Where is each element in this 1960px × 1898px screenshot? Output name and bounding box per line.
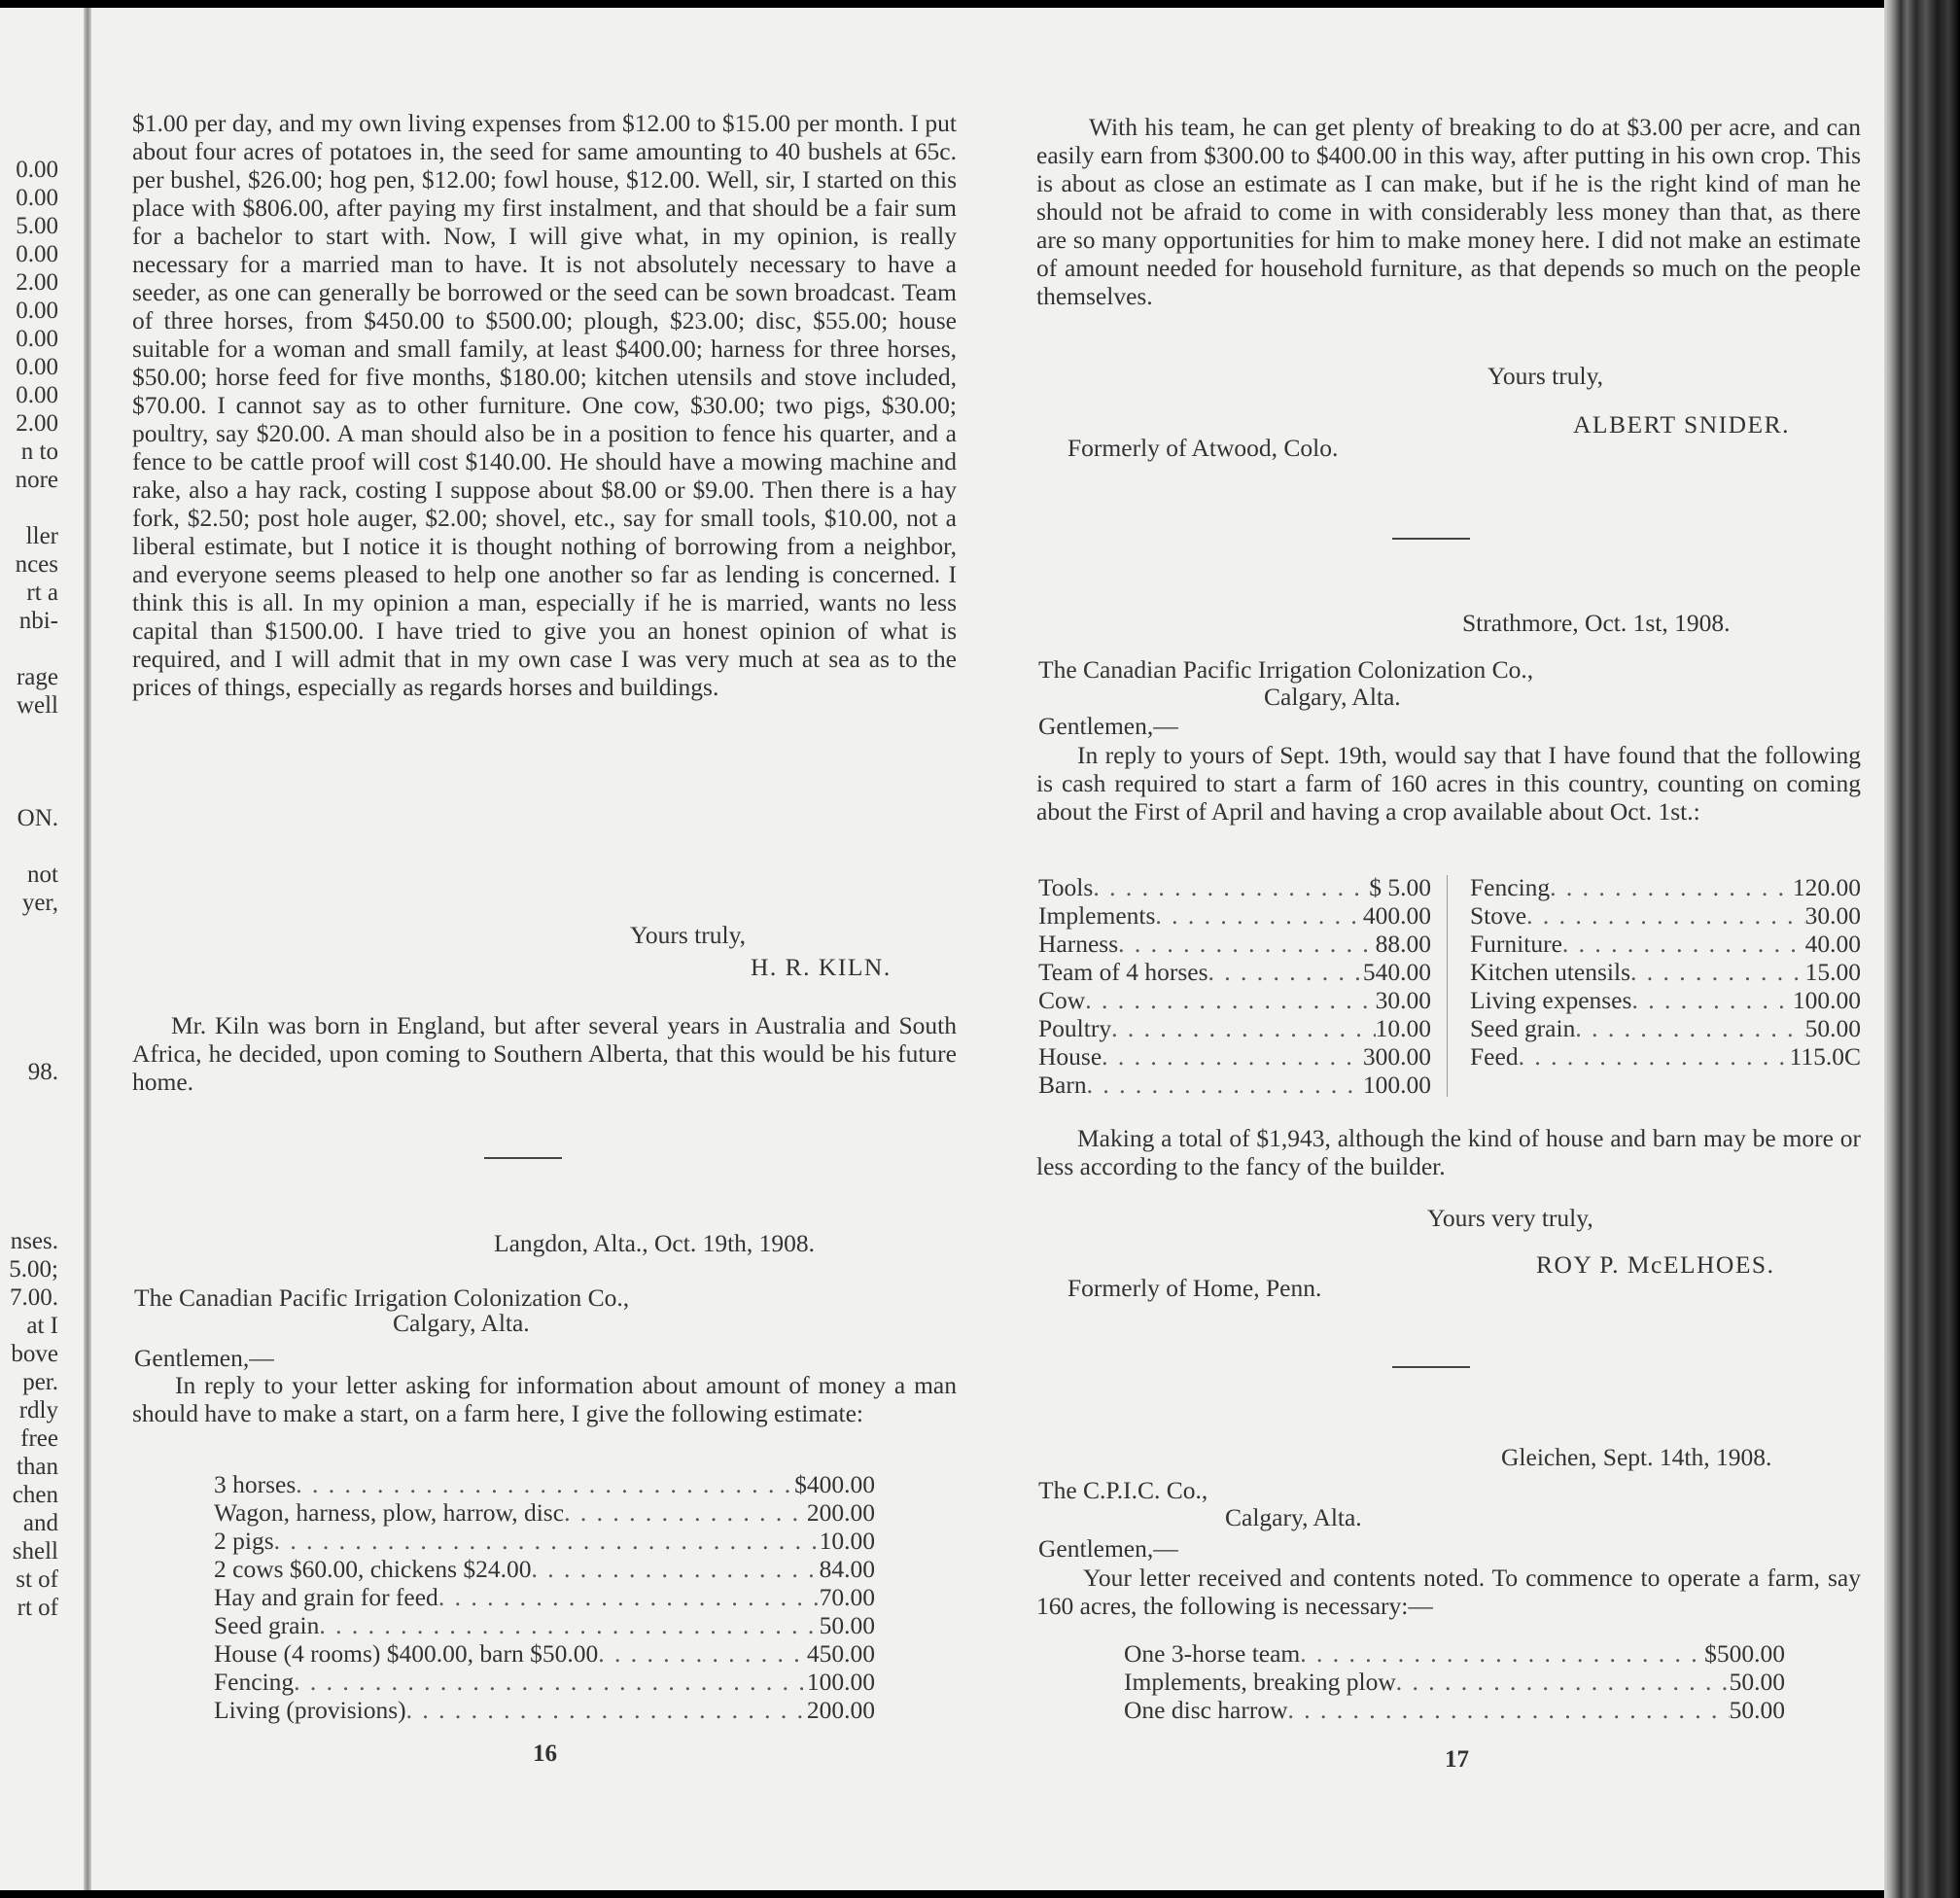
fragment-line [0,1114,58,1142]
gleichen-salutation: Gentlemen,— [1038,1534,1178,1563]
leader-dots [1300,1639,1704,1668]
fragment-line: bove [11,1341,58,1367]
fragment-line: not [27,861,58,888]
gleichen-addressee: The C.P.I.C. Co., [1038,1476,1208,1504]
item-amount: 115.0C [1789,1042,1861,1071]
item-label: Living expenses [1470,986,1632,1014]
snider-formerly: Formerly of Atwood, Colo. [1068,434,1339,462]
fragment-line: yer, [21,890,58,916]
item-label: Implements [1038,901,1156,930]
item-label: Cow [1038,986,1086,1014]
langdon-dateline: Langdon, Alta., Oct. 19th, 1908. [494,1229,816,1257]
item-label: 3 horses [214,1470,297,1498]
fragment-line: and [22,1510,58,1536]
leader-dots [319,1611,819,1639]
estimate-row [214,1583,875,1611]
item-amount: 50.00 [1804,1014,1861,1042]
leader-dots [274,1527,820,1555]
leader-dots [598,1639,807,1668]
fragment-line [0,494,58,522]
fragment-line: 98. [27,1059,58,1085]
estimate-row [214,1470,875,1498]
estimate-row [214,1668,875,1696]
leader-dots [1526,901,1805,930]
leader-dots [1155,901,1362,930]
item-label: Team of 4 horses [1038,958,1208,986]
kiln-signature: H. R. KILN. [751,953,892,981]
leader-dots [1631,986,1792,1014]
gleichen-body: Your letter received and contents noted. To commence to operate a farm, say 160 acres, the following is necessary:— [1036,1564,1861,1620]
item-amount: 540.00 [1362,958,1431,986]
table-divider [1447,875,1448,1097]
leader-dots [1519,1042,1790,1071]
estimate-row [1470,930,1861,958]
estimate-row [214,1498,875,1527]
estimate-row [1038,873,1431,901]
fragment-line: ller [25,523,58,549]
snider-signature: ALBERT SNIDER. [1573,410,1791,439]
item-amount: 10.00 [819,1527,875,1555]
estimate-row [1038,901,1431,930]
item-amount: 100.00 [1362,1071,1431,1099]
estimate-row [214,1696,875,1724]
item-amount: 70.00 [819,1583,875,1611]
item-label: 2 pigs [214,1527,274,1555]
leader-dots [1208,958,1363,986]
leader-dots [296,1470,794,1498]
item-amount: 120.00 [1792,873,1861,901]
fragment-line: 0.00 [16,241,58,267]
langdon-addressee: The Canadian Pacific Irrigation Colonization Co., [134,1283,630,1312]
item-label: Furniture [1470,930,1562,958]
fragment-line: 0.00 [16,326,58,352]
fragment-line: 0.00 [16,382,58,408]
book-spine [1884,0,1960,1898]
item-label: 2 cows $60.00, chickens $24.00 [214,1555,532,1583]
item-amount: 50.00 [1729,1696,1785,1724]
fragment-line: nore [15,467,58,493]
item-amount: 50.00 [819,1611,875,1639]
strathmore-formerly: Formerly of Home, Penn. [1068,1274,1322,1302]
item-amount: 200.00 [806,1498,875,1527]
strathmore-table-right [1470,873,1861,1071]
leader-dots [294,1668,807,1696]
fragment-line [0,832,58,861]
strathmore-total: Making a total of $1,943, although the kind of house and barn may be more or less according to the fancy of the builder. [1036,1124,1861,1180]
fragment-line [0,1002,58,1030]
leader-dots [1288,1696,1730,1724]
fragment-line: rdly [18,1397,58,1424]
strathmore-table-left [1038,873,1431,1099]
separator-rule [1392,538,1470,540]
fragment-line: ON. [17,805,58,831]
strathmore-signature: ROY P. McELHOES. [1536,1250,1775,1279]
item-label: Fencing [214,1668,295,1696]
fragment-line: 2.00 [16,410,58,437]
fragment-line: 0.00 [16,185,58,211]
leader-dots [564,1498,807,1527]
item-label: Seed grain [214,1611,320,1639]
fragment-line [0,776,58,804]
item-amount: 88.00 [1375,930,1431,958]
item-amount: 40.00 [1804,930,1861,958]
fragment-line: st of [16,1566,58,1593]
estimate-row [214,1639,875,1668]
estimate-row [214,1555,875,1583]
separator-rule [484,1157,562,1159]
estimate-row [1038,1042,1431,1071]
estimate-row [1124,1696,1785,1724]
item-label: Kitchen utensils [1470,958,1631,986]
previous-page-fragment [0,156,58,1622]
item-amount: 450.00 [806,1639,875,1668]
item-amount: 100.00 [1792,986,1861,1014]
estimate-row [1038,958,1431,986]
kiln-closing: Yours truly, [630,921,747,949]
strathmore-addressee: The Canadian Pacific Irrigation Colonization Co., [1038,655,1534,684]
leader-dots [1118,930,1375,958]
leader-dots [1111,1014,1376,1042]
langdon-body: In reply to your letter asking for information about amount of money a man should have to make a start, on a farm here, I give the following estimate: [132,1371,957,1427]
strathmore-body: In reply to yours of Sept. 19th, would say that I have found that the following is cash required to start a farm of 160 acres in this country, counting on coming about the First of April and having a crop available about Oct. 1st.: [1036,741,1861,826]
item-amount: 200.00 [806,1696,875,1724]
kiln-letter-body: $1.00 per day, and my own living expenses from $12.00 to $15.00 per month. I put about four acres of potatoes in, the seed for same amounting to 40 bushels at 65c. per bushel, $26.00; hog pen, $12.00; fowl house, $12.00. Well, sir, I started on this place with $806.00, after paying my first instalment, and that should be a fair sum for a bachelor to start with. Now, I will give what, in my opinion, is really necessary for a married man to have. It is not absolutely necessary to have a seeder, as one can generally be borrowed or the seed can be sown broadcast. Team of three horses, from $450.00 to $500.00; plough, $23.00; disc, $55.00; house suitable for a woman and small family, at least $400.00; harness for three horses, $50.00; horse feed for five months, $180.00; kitchen utensils and stove included, $70.00. I cannot say as to other furniture. One cow, $30.00; two pigs, $30.00; poultry, say $20.00. A man should also be in a position to fence his quarter, and a fence to be cattle proof will cost $140.00. He should have a mowing machine and rake, also a hay rack, costing I suppose about $8.00 or $9.00. Then there is a hay fork, $2.50; post hole auger, $2.00; shovel, etc., say for small tools, $10.00, not a liberal estimate, but I notice it is thought nothing of borrowing from a neighbor, and everyone seems pleased to help one another so far as lending is concerned. I think this is all. In my opinion a man, especially if he is married, wants no less capital than $1500.00. I have tried to give you an honest opinion of what is required, and I will admit that in my own case I was very much at sea as to the prices of things, especially as regards horses and buildings. [132,109,957,701]
fragment-line: chen [12,1482,58,1508]
item-label: Fencing [1470,873,1551,901]
item-amount: 30.00 [1375,986,1431,1014]
estimate-row [1470,986,1861,1014]
fragment-line [0,1142,58,1171]
page-number-16: 16 [533,1740,557,1767]
leader-dots [1087,1071,1363,1099]
item-label: Harness [1038,930,1119,958]
estimate-row [1038,1071,1431,1099]
gleichen-dateline: Gleichen, Sept. 14th, 1908. [1501,1443,1772,1471]
fragment-line [0,1030,58,1058]
fragment-line: rt of [17,1595,58,1621]
snider-letter-body: With his team, he can get plenty of breaking to do at $3.00 per acre, and can easily earn from $300.00 to $400.00 in this way, after putting in his own crop. This is about as close an estimate as I can make, but if he is the right kind of man he should not be afraid to come in with considerably less money than that, as there are so many opportunities for him to make money here. I did not make an estimate of amount needed for household furniture, as that depends so much on the people themselves. [1036,113,1861,310]
langdon-salutation: Gentlemen,— [134,1344,274,1372]
estimate-row [214,1611,875,1639]
fragment-line [0,1199,58,1227]
fragment-line [0,748,58,776]
leader-dots [406,1696,807,1724]
leader-dots [1575,1014,1804,1042]
fragment-line [0,1086,58,1114]
langdon-city: Calgary, Alta. [393,1309,530,1337]
strathmore-salutation: Gentlemen,— [1038,712,1178,740]
fragment-line: 7.00. [10,1284,58,1311]
item-amount: 10.00 [1375,1014,1431,1042]
separator-rule [1392,1366,1470,1368]
item-amount: $ 5.00 [1369,873,1431,901]
fragment-line: rt a [26,580,58,606]
fragment-line: nbi- [18,608,58,634]
item-label: Seed grain [1470,1014,1576,1042]
fragment-line: per. [22,1369,58,1395]
snider-closing: Yours truly, [1488,362,1604,390]
page-number-17: 17 [1445,1746,1469,1773]
strathmore-dateline: Strathmore, Oct. 1st, 1908. [1462,609,1731,637]
fragment-line: 5.00; [9,1256,58,1283]
item-label: Poultry [1038,1014,1112,1042]
leader-dots [1550,873,1793,901]
fragment-line: nces [15,551,58,578]
fragment-line [0,973,58,1002]
gleichen-table [1124,1639,1785,1724]
fragment-line: at I [26,1313,58,1339]
fragment-line: 0.00 [16,298,58,324]
gleichen-city: Calgary, Alta. [1225,1503,1362,1531]
estimate-row [1038,986,1431,1014]
estimate-row [1124,1639,1785,1668]
item-label: One disc harrow [1124,1696,1288,1724]
leader-dots [438,1583,820,1611]
item-label: Hay and grain for feed [214,1583,438,1611]
item-amount: 100.00 [806,1668,875,1696]
item-label: Implements, breaking plow [1124,1668,1396,1696]
leader-dots [1085,986,1375,1014]
item-label: One 3-horse team [1124,1639,1301,1668]
item-amount: 15.00 [1804,958,1861,986]
fragment-line: 5.00 [16,213,58,239]
estimate-row [1038,930,1431,958]
estimate-row [1470,1014,1861,1042]
item-label: House [1038,1042,1102,1071]
langdon-estimate-table [214,1470,875,1724]
item-label: Wagon, harness, plow, harrow, disc [214,1498,565,1527]
leader-dots [1093,873,1369,901]
fragment-line: free [20,1425,58,1452]
estimate-row [1470,958,1861,986]
item-amount: 50.00 [1729,1668,1785,1696]
fragment-line: n to [20,439,58,465]
item-label: Tools [1038,873,1094,901]
leader-dots [1396,1668,1730,1696]
fragment-line: rage [16,664,58,690]
estimate-row [1470,901,1861,930]
leader-dots [1630,958,1805,986]
fragment-line [0,1171,58,1199]
strathmore-city: Calgary, Alta. [1264,683,1401,711]
item-amount: 84.00 [819,1555,875,1583]
item-label: Living (provisions) [214,1696,406,1724]
leader-dots [1562,930,1805,958]
item-amount: 30.00 [1804,901,1861,930]
estimate-row [1470,873,1861,901]
fragment-line: 0.00 [16,354,58,380]
leader-dots [1102,1042,1363,1071]
fragment-line: well [16,692,58,719]
item-label: House (4 rooms) $400.00, barn $50.00 [214,1639,599,1668]
estimate-row [214,1527,875,1555]
estimate-row [1124,1668,1785,1696]
fragment-line: 0.00 [16,157,58,183]
fragment-line: shell [12,1538,58,1564]
fragment-line [0,917,58,945]
item-label: Feed [1470,1042,1519,1071]
item-amount: $400.00 [794,1470,875,1498]
fragment-line: 2.00 [16,269,58,296]
estimate-row [1470,1042,1861,1071]
item-amount: $500.00 [1704,1639,1785,1668]
kiln-note: Mr. Kiln was born in England, but after several years in Australia and South Africa, he decided, upon coming to Southern Alberta, that this would be his future home. [132,1011,957,1096]
estimate-row [1038,1014,1431,1042]
gutter-shadow [84,8,91,1890]
strathmore-closing: Yours very truly, [1427,1204,1593,1232]
fragment-line [0,720,58,748]
fragment-line [0,945,58,973]
item-label: Barn [1038,1071,1087,1099]
item-label: Stove [1470,901,1527,930]
fragment-line: nses. [10,1228,58,1254]
item-amount: 400.00 [1362,901,1431,930]
fragment-line [0,635,58,663]
item-amount: 300.00 [1362,1042,1431,1071]
leader-dots [532,1555,820,1583]
fragment-line: than [16,1454,58,1480]
